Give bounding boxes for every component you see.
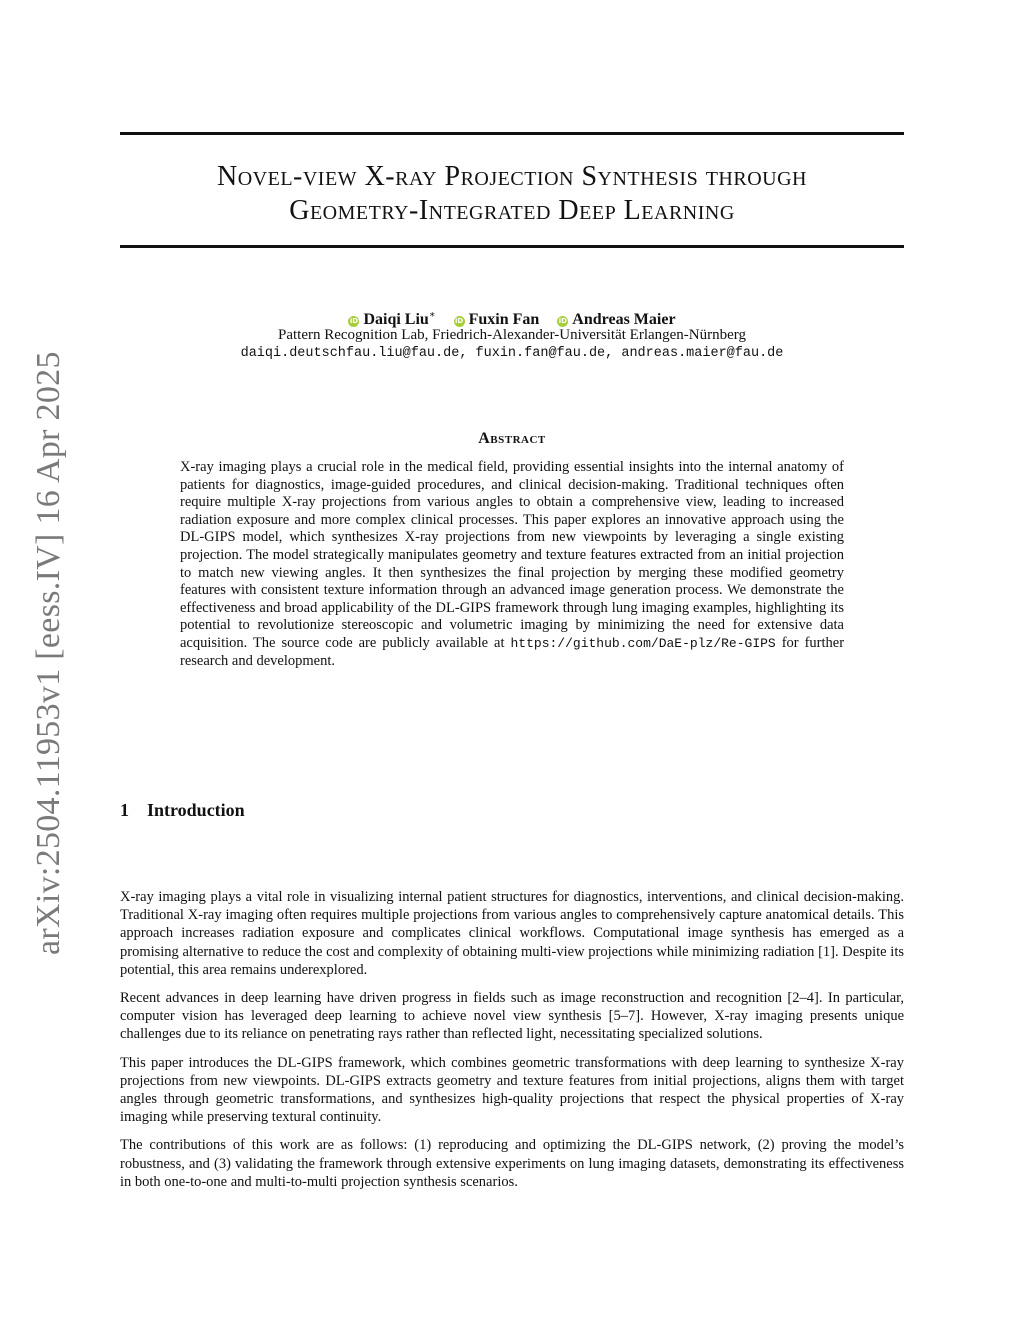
paper-title-line-1: Novel-view X-ray Projection Synthesis through (217, 161, 807, 192)
author-name: Fuxin Fan (468, 311, 540, 329)
introduction-body (120, 888, 904, 1201)
orcid-icon[interactable]: iD (455, 317, 464, 326)
affiliation: Pattern Recognition Lab, Friedrich-Alexander-Universität Erlangen-Nürnberg (277, 327, 747, 343)
paragraph: Recent advances in deep learning have driven progress in fields such as image reconstruction and recognition [2–4]. In particular, computer vision has leveraged deep learning to achieve novel view synthesis [5–7]. However, X-ray imaging presents unique challenges due to its reliance on penetrating rays rather than reflected light, necessitating specialized solutions. (120, 990, 904, 1043)
orcid-icon[interactable]: iD (558, 317, 567, 326)
arxiv-identifier-stamp: arXiv:2504.11953v1 [eess.IV] 16 Apr 2025 (30, 351, 67, 955)
section-number: 1 (120, 800, 129, 820)
paper-title (120, 160, 904, 228)
paragraph: X-ray imaging plays a vital role in visualizing internal patient structures for diagnostics, interventions, and clinical decision-making. Traditional X-ray imaging often requires multiple projections from various angles to comprehensively capture anatomical details. This approach increases radiation exposure and complicates clinical workflows. Computational image synthesis has emerged as a promising alternative to reduce the cost and complexity of obtaining multi-view projections while minimizing radiation [1]. Despite its potential, this area remains underexplored. (120, 889, 904, 978)
paper-title-line-2: Geometry-Integrated Deep Learning (289, 195, 735, 226)
orcid-icon[interactable]: iD (349, 317, 359, 326)
title-bottom-rule (120, 245, 904, 248)
abstract-text: X-ray imaging plays a crucial role in the medical field, providing essential insights into the internal anatomy of patients for diagnostics, image-guided procedures, and clinical decision-making. Traditional techniques often require multiple X-ray projections from various angles to obtain a comprehensive view, leading to increased radiation exposure and more complex clinical processes. This paper explores an innovative approach using the DL-GIPS model, which synthesizes X-ray projections from new viewpoints by leveraging a single existing projection. The model strategically manipulates geometry and texture features extracted from an initial projection to match new viewing angles. It then synthesizes the final projection by merging these modified geometry features with consistent texture information through an advanced image generation process. We demonstrate the effectiveness and broad applicability of the DL-GIPS framework through lung imaging examples, highlighting its potential to revolutionize stereoscopic and volumetric imaging by minimizing the need for extensive data acquisition. The source code are publicly available at (180, 459, 844, 651)
author-emails[interactable]: daiqi.deutschfau.liu@fau.de, fuxin.fan@fau.de, andreas.maier@fau.de (240, 346, 784, 361)
section-heading-introduction (120, 800, 245, 821)
source-code-link[interactable]: https://github.com/DaE-plz/Re-GIPS (510, 635, 776, 651)
title-top-rule (120, 132, 904, 135)
paragraph: The contributions of this work are as follows: (1) reproducing and optimizing the DL-GIPS network, (2) proving the model’s robustness, and (3) validating the framework through extensive experiments on lung imaging datasets, demonstrating its effectiveness in both one-to-one and multi-to-multi projection synthesis scenarios. (120, 1137, 904, 1190)
abstract-heading: Abstract (478, 430, 546, 447)
author-name: Andreas Maier (572, 311, 676, 329)
corresponding-mark: ∗ (428, 310, 436, 321)
paragraph: This paper introduces the DL-GIPS framework, which combines geometric transformations with deep learning to synthesize X-ray projections from new viewpoints. DL-GIPS extracts geometry and texture features from initial projections, aligns them with target angles through geometric transformations, and synthesizes high-quality projections that respect the physical properties of X-ray imaging while preserving textural continuity. (120, 1054, 904, 1126)
abstract-tail: for further research and development. (180, 634, 845, 669)
abstract-body (180, 459, 844, 670)
section-title: Introduction (147, 800, 245, 820)
author-name: Daiqi Liu (363, 311, 429, 329)
